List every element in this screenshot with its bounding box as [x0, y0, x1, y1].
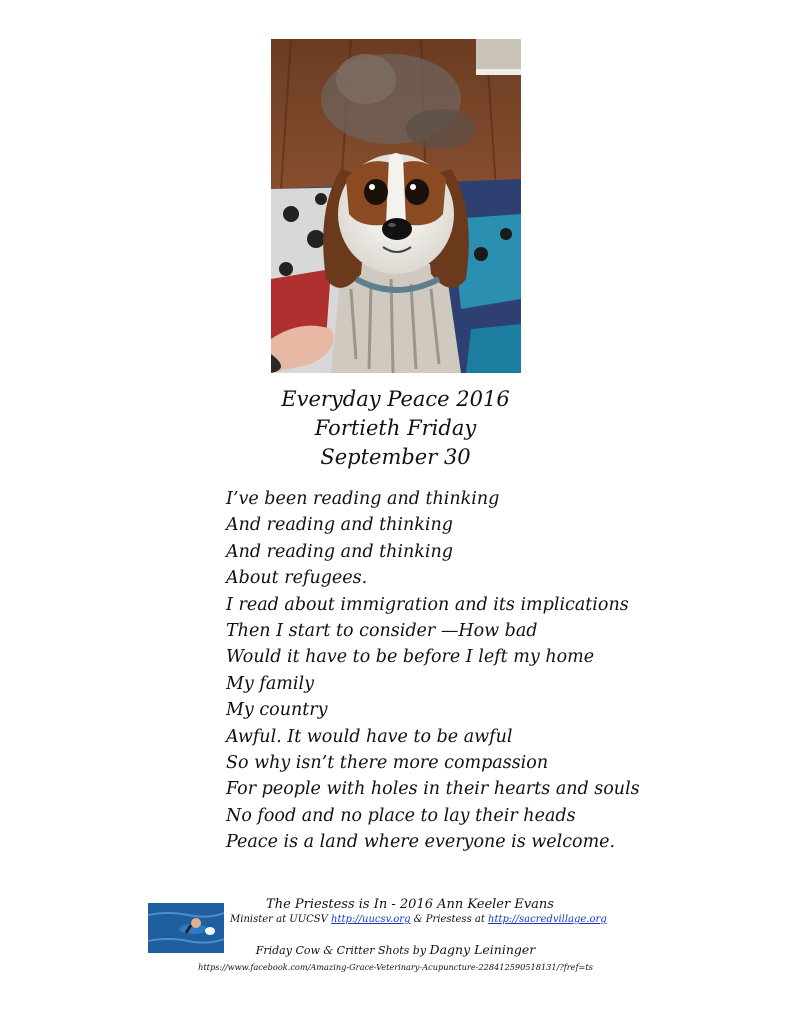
poem-line: I read about immigration and its implications — [226, 594, 629, 615]
poem-line: Would it have to be before I left my home — [226, 647, 595, 668]
footer-minister-line — [230, 912, 650, 928]
poem-line: No food and no place to lay their heads — [226, 805, 576, 826]
title-block — [0, 385, 791, 472]
title-line-2: Fortieth Friday — [314, 416, 477, 440]
poem-line: My family — [226, 673, 314, 694]
credit-name: Dagny Leininger — [429, 942, 536, 957]
dog-photo — [271, 39, 521, 373]
footer-title: The Priestess is In - 2016 Ann Keeler Evans — [266, 897, 554, 912]
title-line-3: September 30 — [320, 445, 471, 469]
poem-line: So why isn’t there more compassion — [226, 753, 549, 774]
priestess-prefix: & Priestess at — [410, 914, 489, 925]
poem-line: And reading and thinking — [226, 541, 453, 562]
poem — [226, 486, 646, 856]
poem-line: For people with holes in their hearts and souls — [226, 779, 640, 800]
poem-line: About refugees. — [226, 568, 368, 589]
poem-line: Peace is a land where everyone is welcome. — [226, 832, 616, 853]
poem-line: My country — [226, 700, 328, 721]
credit-prefix: Friday Cow & Critter Shots by — [255, 944, 430, 957]
uucsv-link[interactable]: http://uucsv.org — [331, 914, 411, 925]
poem-line: And reading and thinking — [226, 515, 453, 536]
title-line-1: Everyday Peace 2016 — [281, 387, 510, 411]
sacred-village-link[interactable]: http://sacredvillage.org — [488, 914, 607, 925]
facebook-url: https://www.facebook.com/Amazing-Grace-Veterinary-Acupuncture-228412590518131/?fref=ts — [198, 962, 593, 972]
poem-line: Then I start to consider —How bad — [226, 621, 538, 642]
poem-line: I’ve been reading and thinking — [226, 489, 500, 509]
minister-prefix: Minister at UUCSV — [230, 914, 332, 925]
poem-line: Awful. It would have to be awful — [226, 726, 513, 747]
footer-credit — [0, 942, 791, 959]
